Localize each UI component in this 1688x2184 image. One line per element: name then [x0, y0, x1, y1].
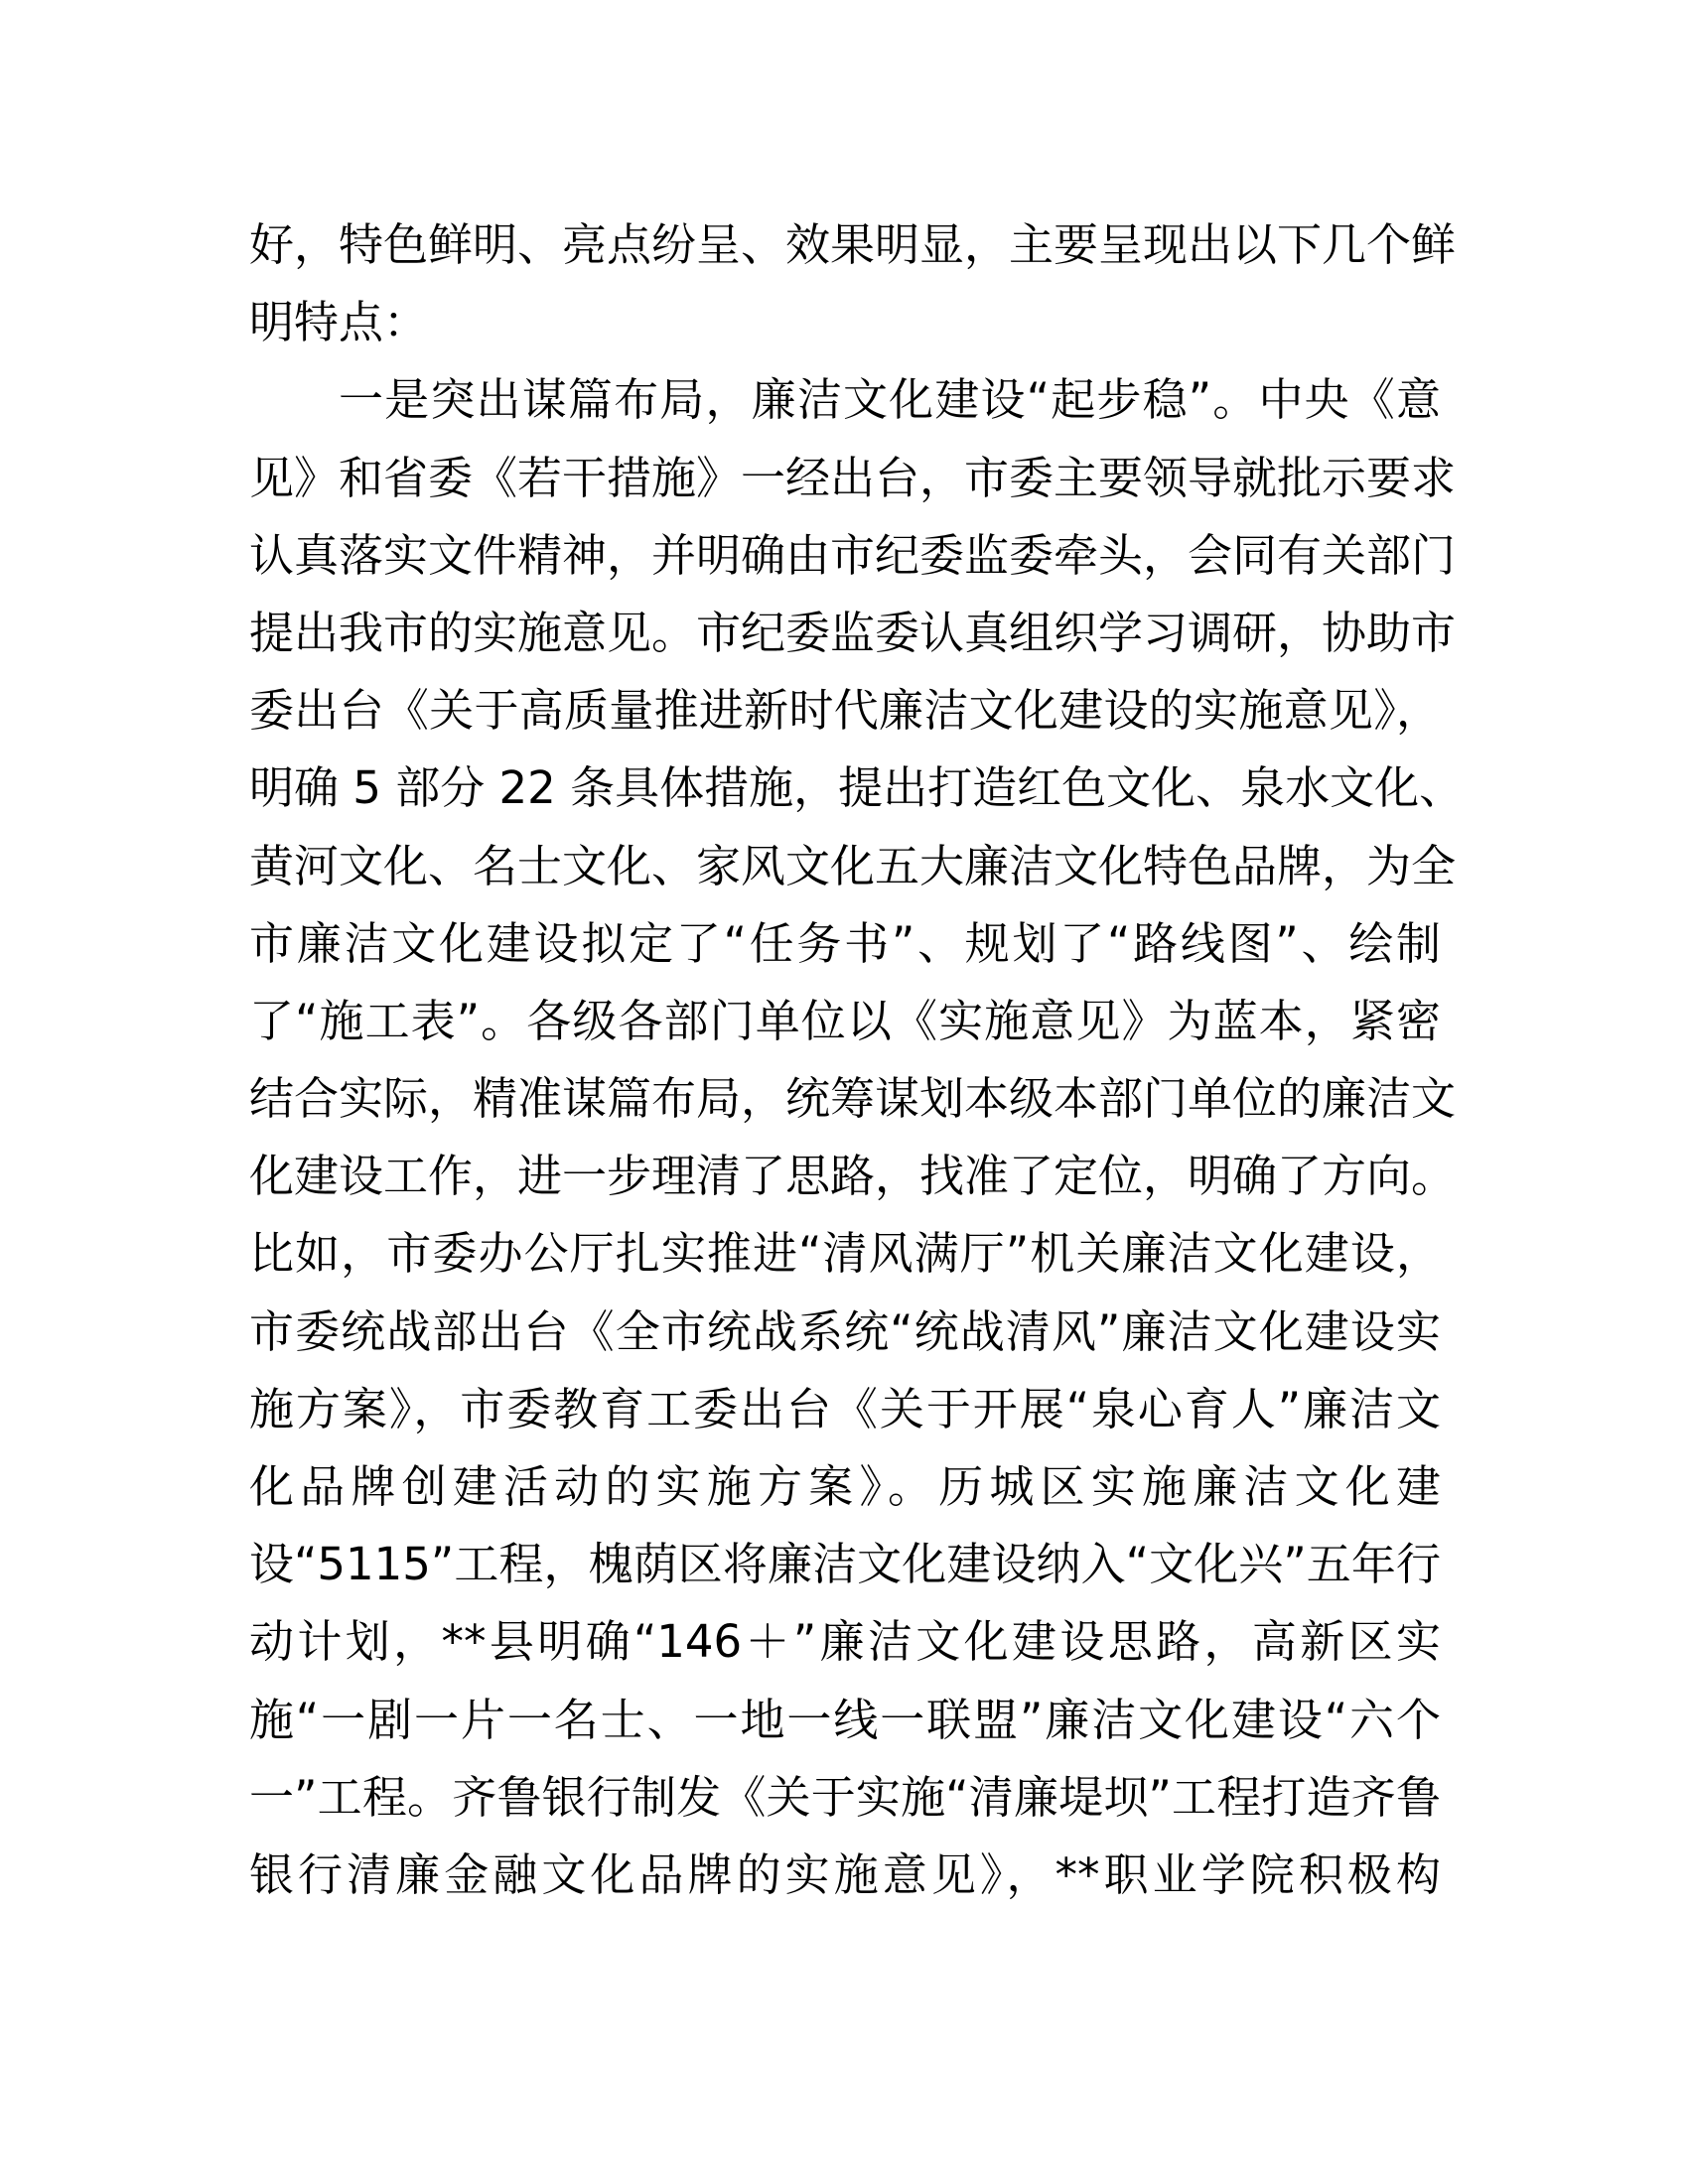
text-line: 化品牌创建活动的实施方案》。历城区实施廉洁文化建	[249, 1460, 1441, 1513]
text-line: 黄河文化、名士文化、家风文化五大廉洁文化特色品牌，为全	[249, 839, 1457, 892]
paragraph-first-line: 一是突出谋篇布局，廉洁文化建设“起步稳”。中央《意	[339, 373, 1441, 427]
text-line: 动计划，**县明确“146＋”廉洁文化建设思路，高新区实	[249, 1615, 1441, 1669]
text-line: 银行清廉金融文化品牌的实施意见》，**职业学院积极构	[249, 1847, 1441, 1901]
text-line: 见》和省委《若干措施》一经出台，市委主要领导就批示要求	[249, 451, 1457, 504]
text-line: 明特点：	[249, 296, 429, 349]
text-line: 一”工程。齐鲁银行制发《关于实施“清廉堤坝”工程打造齐鲁	[249, 1770, 1441, 1824]
text-line: 化建设工作，进一步理清了思路，找准了定位，明确了方向。	[249, 1150, 1457, 1203]
text-line: 市廉洁文化建设拟定了“任务书”、规划了“路线图”、绘制	[249, 916, 1441, 970]
text-line: 施“一剧一片一名士、一地一线一联盟”廉洁文化建设“六个	[249, 1693, 1441, 1746]
text-line: 明确 5 部分 22 条具体措施，提出打造红色文化、泉水文化、	[249, 761, 1465, 815]
text-line: 提出我市的实施意见。市纪委监委认真组织学习调研，协助市	[249, 606, 1457, 659]
text-line: 委出台《关于高质量推进新时代廉洁文化建设的实施意见》，	[249, 684, 1441, 738]
text-line: 结合实际，精准谋篇布局，统筹谋划本级本部门单位的廉洁文	[249, 1072, 1457, 1126]
text-line: 市委统战部出台《全市统战系统“统战清风”廉洁文化建设实	[249, 1304, 1441, 1358]
text-line: 设“5115”工程，槐荫区将廉洁文化建设纳入“文化兴”五年行	[249, 1538, 1441, 1591]
body-text	[249, 206, 1465, 1914]
text-line: 施方案》，市委教育工委出台《关于开展“泉心育人”廉洁文	[249, 1382, 1441, 1435]
text-line: 比如，市委办公厅扎实推进“清风满厅”机关廉洁文化建设，	[249, 1227, 1441, 1281]
text-line: 认真落实文件精神，并明确由市纪委监委牵头，会同有关部门	[249, 528, 1457, 582]
text-line: 好，特色鲜明、亮点纷呈、效果明显，主要呈现出以下几个鲜	[249, 218, 1457, 271]
text-line: 了“施工表”。各级各部门单位以《实施意见》为蓝本，紧密	[249, 994, 1441, 1047]
